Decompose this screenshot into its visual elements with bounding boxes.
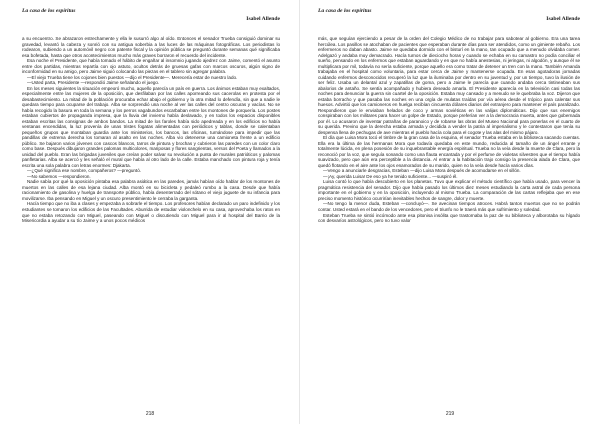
left-paragraph: Hacía tiempo que no iba a clases y empezaba a sobrarle el tiempo. Los profesores habían declarado un paro indefinido y los estudiantes se tomaron los edificios de las Facultades. Aburrida de estudiar violonchelo en su casa, aprovechaba los ratos en que no estaba retozando con Miguel, paseando con Miguel o discutiendo con Miguel para ir al hospital del Barrio de la Misericordia a ayudar a su tío Jaime y a unos pocos médicos xyxy=(22,201,280,224)
right-paragraph: —No tengo la menor duda, Esteban —concluyó—. Se avecinan tiempos atroces. Habrá tantos muertos que no se podrán contar. Usted estará en el bando de los vencedores, pero el triunfo no le traerá más que sufrimiento y soledad. xyxy=(318,201,580,212)
left-header-title: La casa de los espíritus xyxy=(22,8,76,14)
right-paragraph: —Vengo a anunciarle desgracias, Esteban —dijo Luisa Mora después de acomodarse en el sillón. xyxy=(323,168,521,174)
right-paragraph: más, que seguían ejerciendo a pesar de la orden del Colegio Médico de no trabajar para sabotear al gobierno. Era una tarea hercúlea. Los pasillos se atochaban de pacientes que esperaban durante días para ser atendidos, como un gimiente rebaño. Los enfermeros no daban abasto. Jaime se quedaba dormido con el bisturí en la mano, tan ocupado que a menudo olvidaba comer. Adelgazó y andaba muy demacrado. Hacía turnos de dieciocho horas y cuando se echaba en su camastro no podía conciliar el sueño, pensando en los enfermos que estaban aguardando y en que no había anestesias, ni jeringas, ni algodón, y aunque él se multiplicara por mil, todavía no sería suficiente, porque aquello era como tratar de detener un tren con la mano. También Amanda trabajaba en el hospital como voluntaria, para estar cerca de Jaime y mantenerse ocupada. En esas agotadoras jornadas cuidando enfermos desconocidos recuperó la luz que la iluminaba por dentro en su juventud y, por un tiempo, tuvo la ilusión de ser feliz. Usaba un delantal azul y zapatillas de goma, pero a Jaime le parecía que cuando andaba cerca tintineaban sus abalorios de antaño. Se sentía acompañado y hubiera deseado amarla. El Presidente aparecía en la televisión casi todas las noches para denunciar la guerra sin cuartel de la oposición. Estaba muy cansado y a menudo se le quebraba la voz. Dijeron que estaba borracho y que pasaba las noches en una orgía de mulatas traídas por vía aérea desde el trópico para calentar sus huesos. Advirtió que los camioneros en huelga recibían cincuenta dólares diarios del extranjero para mantener el país paralizado. Respondieron que le enviaban helados de coco y armas soviéticas en las valijas diplomáticas. Dijo que sus enemigos conspiraban con los militares para hacer un golpe de Estado, porque preferían ver a la democracia muerta, antes que gobernada por él. Lo acusaron de inventar patrañas de paranoico y de robarse las obras del Museo Nacional para ponerlas en el cuarto de su querida. Previno que la derecha estaba armada y decidida a vender la patria al imperialismo y le contestaron que tenía su despensa llena de pechugas de ave mientras el pueblo hacía cola para el cogote y las alas del mismo pájaro. xyxy=(318,36,580,135)
left-paragraph: —¿Qué significa ese nombre, compañeros? —preguntó. xyxy=(27,168,141,174)
left-paragraph: En los meses siguientes la situación empeoró mucho, aquello parecía un país en guerra. Los ánimos estaban muy exaltados, especialmente entre las mujeres de la oposición, que desfilaban por las calles aporreando sus cacerolas en protesta por el desabastecimiento. La mitad de la población procuraba echar abajo el gobierno y la otra mitad lo defendía, sin que a nadie le quedara tiempo para ocuparse del trabajo. Alba se sorprendió una noche al ver las calles del centro oscuras y vacías. No se había recogido la basura en toda la semana y los perros vagabundos escarbaban entre los montones de porquería. Los postes estaban cubiertos de propaganda impresa, que la lluvia del invierno había deslavado, y en todos los espacios disponibles estaban escritas las consignas de ambos bandos. La mitad de los faroles había sido apedreada y en los edificios no había ventanas encendidas, la luz provenía de unas tristes fogatas alimentadas con periódicos y tablas, donde se calentaban pequeños grupos que montaban guardia ante los ministerios, los bancos, las oficinas, turnándose para impedir que las pandillas de extrema derecha los tomaran al asalto en las noches. Alba vio detenerse una camioneta frente a un edificio público. Se bajaron varios jóvenes con cascos blancos, tarros de pintura y brochas y cubrieron las paredes con un color claro como base. Después dibujaron grandes palomas multicolores, mariposas y flores sangrientas, versos del Poeta y llamados a la unidad del pueblo. Eran las brigadas juveniles que creían poder salvar su revolución a punta de murales patrióticos y palomas panfletarias. Alba se acercó y les señaló el mural que había al otro lado de la calle. Estaba manchado con pintura roja y tenía escrita una sola palabra con letras enormes: Djakarta. xyxy=(22,85,280,168)
right-paragraph: El día que Luisa Mora tocó el timbre de la gran casa de la esquina, el senador Trueba estaba en la biblioteca sacando cuentas. Ella era la última de las hermanas Mora que todavía quedaba en este mundo, reducida al tamaño de un ángel errante y totalmente lúcida, en plena posesión de su inquebrantable energía espiritual. Trueba no la veía desde la muerte de Clara, pero la reconoció por la voz, que seguía sonando como una flauta encantada y por el perfume de violetas silvestres que el tiempo había suavizado, pero que aún era perceptible a la distancia. Al entrar a la habitación trajo consigo la presencia alada de Clara, que quedó flotando en el aire ante los ojos enamorados de su marido, quien no la veía desde hacía varios días. xyxy=(318,135,580,168)
right-header-author: Isabel Allende xyxy=(546,16,580,22)
left-page-body xyxy=(22,36,280,224)
left-page-header xyxy=(22,8,280,22)
right-paragraph: —¡Ay, querida Luisa! De eso ya he tenido suficiente... —suspiró él. xyxy=(323,173,458,179)
left-paragraph: —No sabemos —respondieron. xyxy=(27,173,91,179)
left-paragraph: Esa noche el Presidente, que había tomado el hábito de engañar al insomnio jugando ajedrez con Jaime, comentó el asunto entre dos partidas, mientras repartía con ojo astuto, ocultos detrás de gruesas gafas con marcos oscuros, algún signo de inconformidad en su amigo, pero Jaime siguió colocando las piezas en el tablero sin agregar palabra. xyxy=(22,58,280,75)
right-page-body xyxy=(318,36,580,224)
left-paragraph: —Usted parta, Presidente —respondió Jaime señalando el juego. xyxy=(27,80,160,86)
right-paragraph: Luisa contó lo que había descubierto en los planetas. Tuvo que explicar el método científico que había usado, para vencer la pragmática resistencia del senador. Dijo que había pasado los últimos diez meses estudiando la carta astral de cada persona importante en el gobierno y en la oposición, incluyendo al mismo Trueba. La comparación de las cartas reflejaba que en ese preciso momento histórico ocurrirían inevitables hechos de sangre, dolor y muerte. xyxy=(318,179,580,201)
right-page xyxy=(300,0,600,424)
left-paragraph: a su encuentro. Se abrazaron estrechamente y ella le susurró algo al oído. Entonces el senador Trueba consiguió dominar su gravedad, levantó la cabeza y sonrió con su antigua soberbia a las luces de las máquinas fotográficas. Los periodistas lo rodearon, subiendo a un automóvil negro con patente fiscal y la opinión pública se preguntó durante semanas qué significaba esa bofetada, hasta que otros acontecimientos mucho más graves borraron el recuerdo del incidente. xyxy=(22,36,280,58)
right-header-title: La casa de los espíritus xyxy=(318,8,372,14)
left-header-author: Isabel Allende xyxy=(246,16,280,22)
left-page-number: 218 xyxy=(145,411,155,417)
right-paragraph: Esteban Trueba se sintió incómodo ante esa pitonisa insólita que trastornaba la paz de su biblioteca y alborotaba su hígado con desvaríos astrológicos, pero no tuvo valor xyxy=(318,212,580,224)
right-page-number: 219 xyxy=(445,411,455,417)
left-paragraph: Nadie sabía por qué la oposición pintaba esa palabra asiática en las paredes, jamás habían oído hablar de los montones de muertos en las calles de esa lejana ciudad. Alba montó en su bicicleta y pedaleó rumbo a la casa. Desde que había racionamiento de gasolina y huelga de transporte público, había desenterrado del sótano el viejo juguete de su infancia para movilizarse. Iba pensando en Miguel y un oscuro presentimiento le cerraba la garganta. xyxy=(22,179,280,201)
left-paragraph: —El viejo Trueba tiene los cojones bien puestos —dijo el Presidente—. Merecería estar de nuestro lado. xyxy=(27,74,238,80)
right-page-header xyxy=(318,8,580,22)
